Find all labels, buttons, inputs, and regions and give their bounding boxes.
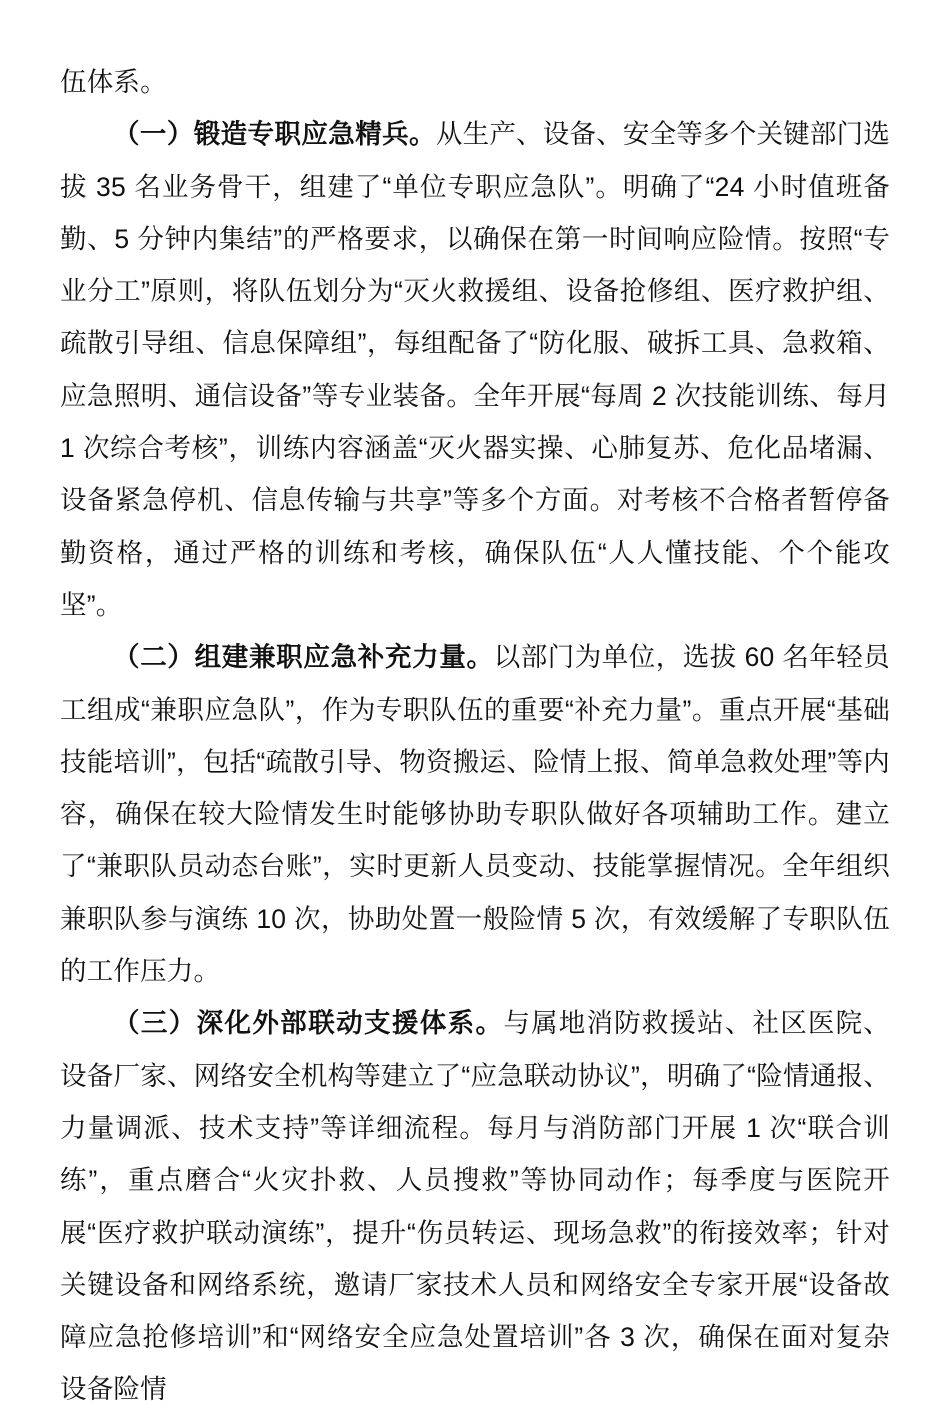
section-1-text: 从生产、设备、安全等多个关键部门选拔 35 名业务骨干，组建了“单位专职应急队”。明确了“24 小时值班备勤、5 分钟内集结”的严格要求，以确保在第一时间响应险情。按照“专业分工”原则，将队伍划分为“灭火救援组、设备抢修组、医疗救护组、疏散引导组、信息保障组”，每组配备了“防化服、破拆工具、急救箱、应急照明、通信设备”等专业装备。全年开展“每周 2 次技能训练、每月 1 次综合考核”，训练内容涵盖“灭火器实操、心肺复苏、危化品堵漏、设备紧急停机、信息传输与共享”等多个方面。对考核不合格者暂停备勤资格，通过严格的训练和考核，确保队伍“人人懂技能、个个能攻坚”。 (60, 119, 890, 620)
document-body (60, 56, 890, 1416)
section-1-heading: （一）锻造专职应急精兵。 (113, 119, 436, 150)
paragraph-continuation (60, 56, 890, 108)
paragraph-section-3 (60, 997, 890, 1415)
section-3-heading: （三）深化外部联动支援体系。 (113, 1008, 504, 1039)
paragraph-section-1 (60, 108, 890, 631)
section-2-text: 以部门为单位，选拔 60 名年轻员工组成“兼职应急队”，作为专职队伍的重要“补充力量”。重点开展“基础技能培训”，包括“疏散引导、物资搬运、险情上报、简单急救处理”等内容，确保在较大险情发生时能够协助专职队做好各项辅助工作。建立了“兼职队员动态台账”，实时更新人员变动、技能掌握情况。全年组织兼职队参与演练 10 次，协助处置一般险情 5 次，有效缓解了专职队伍的工作压力。 (60, 642, 890, 987)
section-2-heading: （二）组建兼职应急补充力量。 (113, 642, 494, 673)
section-3-text: 与属地消防救援站、社区医院、设备厂家、网络安全机构等建立了“应急联动协议”，明确了“险情通报、力量调派、技术支持”等详细流程。每月与消防部门开展 1 次“联合训练”，重点磨合“火灾扑救、人员搜救”等协同动作；每季度与医院开展“医疗救护联动演练”，提升“伤员转运、现场急救”的衔接效率；针对关键设备和网络系统，邀请厂家技术人员和网络安全专家开展“设备故障应急抢修培训”和“网络安全应急处置培训”各 3 次，确保在面对复杂设备险情 (60, 1008, 890, 1405)
paragraph-continuation-text: 伍体系。 (60, 67, 167, 97)
paragraph-section-2 (60, 631, 890, 997)
